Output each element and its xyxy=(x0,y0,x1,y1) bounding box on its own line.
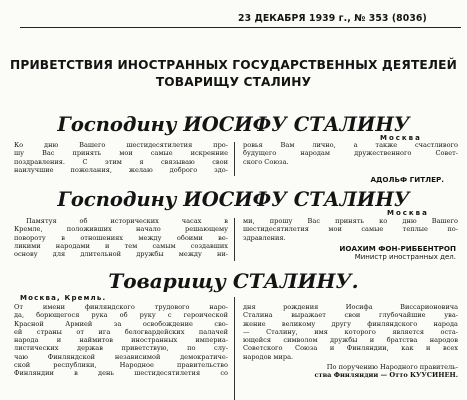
column-divider xyxy=(234,218,235,261)
text-line: дня рождения Иосифа Виссарионовича xyxy=(243,303,458,311)
section-2-left-column xyxy=(14,217,228,258)
column-divider xyxy=(234,142,235,176)
section-3-right-column xyxy=(243,303,458,380)
text-line: По поручению Народного правитель- xyxy=(326,363,458,372)
text-line: жение великому другу финляндского народа xyxy=(243,319,458,328)
text-line: Памятуя об исторических часах в xyxy=(26,217,228,225)
text-line: Ко дню Вашего шестидесятилетия про- xyxy=(14,141,228,149)
text-line: да, борющегося рука об руку с героической xyxy=(14,311,228,320)
text-line: шестидесятилетия мои самые теплые по- xyxy=(243,225,458,234)
dateline: 23 ДЕКАБРЯ 1939 г., № 353 (8036) xyxy=(238,13,427,24)
text-line: здравления. xyxy=(243,233,286,242)
text-line: ющейся символом дружбы и братства народов xyxy=(243,336,458,345)
text-line: будущего народам дружественного Совет- xyxy=(243,149,458,158)
text-line: От имени финляндского трудового наро- xyxy=(14,303,228,311)
section-2-place: Москва xyxy=(387,209,429,217)
section-2-signature-title: Министр иностранных дел. xyxy=(354,253,456,261)
text-line: повороту в отношениях между обоими ве- xyxy=(14,233,228,242)
text-line: ровья Вам лично, а также счастливого xyxy=(243,141,458,149)
section-1-place: Москва xyxy=(380,134,422,142)
text-line: ей страны от ига белогвардейских палачей xyxy=(14,327,228,336)
text-line: поздравления. С этим я связываю свои xyxy=(14,157,228,166)
text-line: народов мира. xyxy=(243,352,294,361)
text-line: ского Союза. xyxy=(243,157,289,166)
text-line: Кремле, положивших начало решающему xyxy=(14,225,228,234)
section-2-heading: Господину ИОСИФУ СТАЛИНУ xyxy=(57,188,410,211)
section-1-right-column xyxy=(243,141,458,166)
section-3-left-column xyxy=(14,303,228,378)
section-1-left-column xyxy=(14,141,228,174)
section-2-signature: ИОАХИМ ФОН-РИББЕНТРОП xyxy=(339,244,456,253)
text-line: ми, прошу Вас принять ко дню Вашего xyxy=(243,217,458,225)
text-line: чаю Финляндской независимой демократиче- xyxy=(14,352,228,361)
text-line: народа и наймитов иностранных империа- xyxy=(14,336,228,345)
text-line: основу для длительной дружбы между ни- xyxy=(14,250,228,259)
text-line: — Сталину, имя которого является оста- xyxy=(243,327,458,336)
text-line: листических держав приветствую, по слу- xyxy=(14,344,228,353)
section-3-heading: Товарищу СТАЛИНУ. xyxy=(108,269,359,293)
section-1-signature: АДОЛЬФ ГИТЛЕР. xyxy=(370,175,444,184)
top-rule xyxy=(20,27,461,28)
section-2-right-column xyxy=(243,217,458,242)
banner-line-2: ТОВАРИЩУ СТАЛИНУ xyxy=(155,74,312,90)
text-line: Советского Союза и Финляндии, как и всех xyxy=(243,344,458,353)
section-3-signature: ства Финляндии — Отто КУУСИНЕН. xyxy=(314,371,458,380)
section-3-place: Москва, Кремль. xyxy=(20,294,107,302)
text-line: Финляндии в день шестидесятилетия со xyxy=(14,369,228,378)
text-line: ликими народами и тем самым создавших xyxy=(14,241,228,250)
text-line: шу Вас принять мои самые искренние xyxy=(14,149,228,158)
banner-line-1: ПРИВЕТСТВИЯ ИНОСТРАННЫХ ГОСУДАРСТВЕННЫХ ДЕЯТЕЛЕЙ xyxy=(10,57,457,73)
column-divider xyxy=(234,297,235,400)
text-line: ской республики, Народное правительство xyxy=(14,361,228,370)
section-1-heading: Господину ИОСИФУ СТАЛИНУ xyxy=(57,113,410,136)
text-line: Красной Армией за освобождение сво- xyxy=(14,319,228,328)
text-line: наилучшие пожелания, желаю доброго здо- xyxy=(14,165,228,174)
text-line: Сталина выражает свои глубочайшие ува- xyxy=(243,311,458,320)
